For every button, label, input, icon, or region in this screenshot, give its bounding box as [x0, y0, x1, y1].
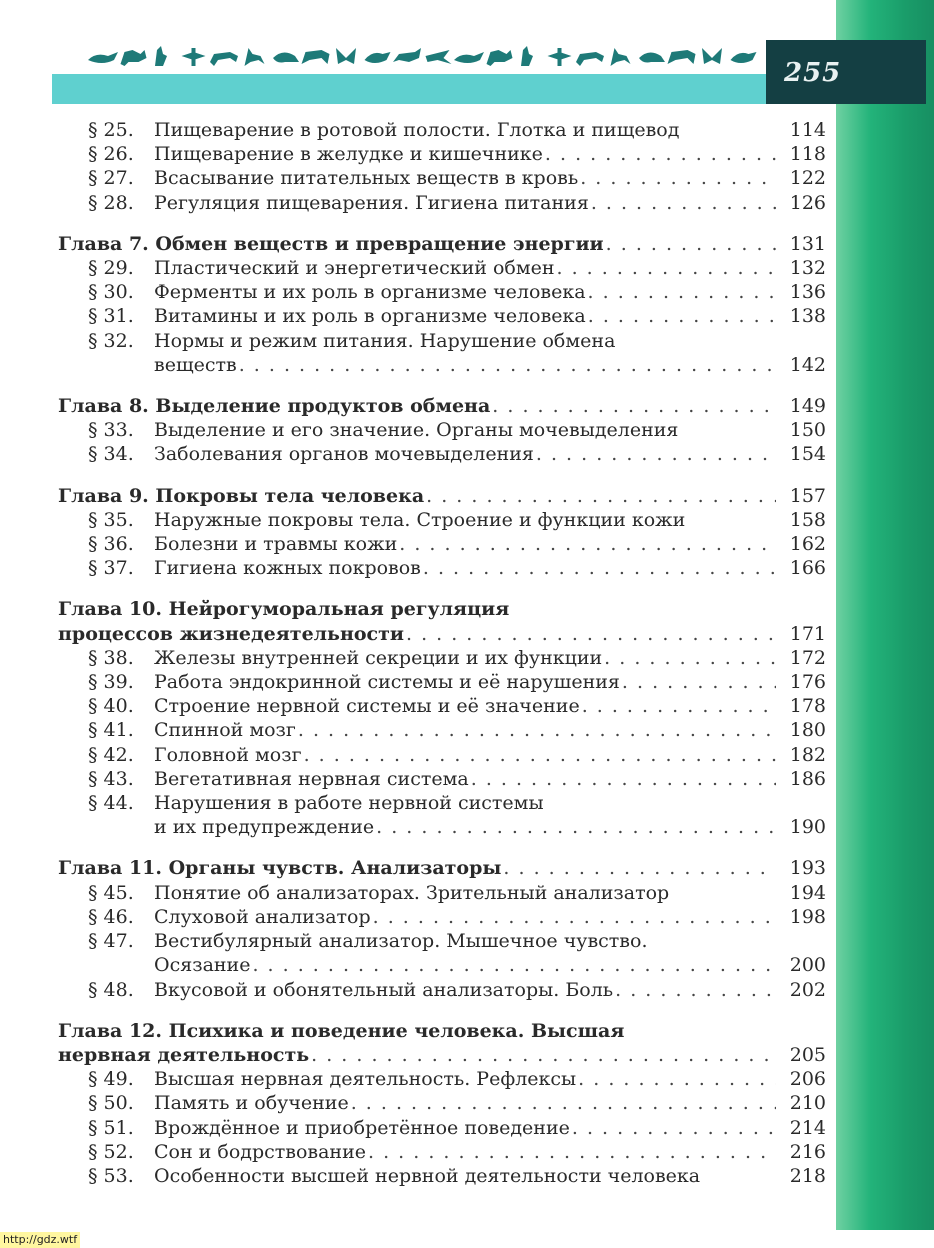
- entry-text: Особенности высшей нервной деятельности человека: [154, 1164, 701, 1187]
- leader-dots: [298, 718, 776, 742]
- leader-dots: [503, 856, 776, 880]
- toc-section-row[interactable]: [58, 815, 826, 839]
- toc-page-number: 216: [789, 1140, 826, 1163]
- entry-text: Работа эндокринной системы и её нарушения: [154, 671, 620, 694]
- toc-entry-title: [88, 508, 685, 532]
- toc-page-number: 162: [789, 533, 826, 556]
- section-number: § 28.: [88, 191, 134, 214]
- section-number: § 52.: [88, 1140, 134, 1163]
- toc-section-row[interactable]: [58, 767, 826, 791]
- toc-section-row[interactable]: [58, 743, 826, 767]
- toc-section-row[interactable]: [58, 142, 826, 166]
- leader-dots: [578, 1067, 776, 1091]
- entry-text: Болезни и травмы кожи: [154, 533, 398, 556]
- animal-silhouette-icon: [273, 52, 299, 62]
- entry-text: и их предупреждение: [154, 816, 375, 839]
- leader-dots: [588, 304, 776, 328]
- toc-entry-title: [88, 1116, 570, 1140]
- toc-section-row[interactable]: [58, 418, 826, 442]
- section-number: § 25.: [88, 119, 134, 141]
- entry-text: Нормы и режим питания. Нарушение обмена: [154, 329, 616, 352]
- leader-dots: [368, 1140, 776, 1164]
- entry-text: Пищеварение в желудке и кишечнике: [154, 143, 543, 166]
- toc-page-number: 142: [789, 353, 826, 376]
- animal-silhouette-icon: [88, 52, 118, 63]
- toc-chapter-row[interactable]: [58, 622, 826, 646]
- entry-text: Гигиена кожных покровов: [154, 557, 421, 580]
- leader-dots: [373, 905, 776, 929]
- toc-section-row[interactable]: [58, 929, 826, 953]
- toc-section-row[interactable]: [58, 191, 826, 215]
- leader-dots: [376, 815, 776, 839]
- section-number: § 49.: [88, 1068, 134, 1091]
- toc-page-number: 206: [789, 1068, 826, 1091]
- leader-dots: [591, 191, 776, 215]
- section-number: § 40.: [88, 695, 134, 718]
- side-color-strip: [836, 0, 934, 1230]
- toc-page-number: 166: [789, 557, 826, 580]
- toc-chapter-row[interactable]: [58, 484, 826, 508]
- animal-silhouette-icon: [487, 50, 513, 66]
- animal-silhouette-icon: [731, 52, 757, 63]
- section-number: § 44.: [88, 792, 134, 815]
- toc-page-number: 131: [789, 232, 826, 255]
- header-band: [52, 74, 838, 104]
- entry-text: Высшая нервная деятельность. Рефлексы: [154, 1068, 577, 1091]
- leader-dots: [252, 953, 776, 977]
- toc-entry-title: [88, 1067, 576, 1091]
- animal-silhouette-icon: [576, 52, 604, 66]
- section-number: § 41.: [88, 719, 134, 742]
- entry-text: Глава 9. Покровы тела человека: [58, 484, 425, 507]
- entry-text: Регуляция пищеварения. Гигиена питания: [154, 191, 589, 214]
- entry-text: Глава 10. Нейрогуморальная регуляция: [58, 598, 510, 621]
- toc-chapter-row[interactable]: [58, 232, 826, 256]
- entry-text: Наружные покровы тела. Строение и функции кожи: [154, 508, 686, 531]
- entry-text: Слуховой анализатор: [154, 905, 371, 928]
- leader-dots: [582, 694, 776, 718]
- toc-entry-title: [88, 670, 620, 694]
- entry-text: Глава 7. Обмен веществ и превращение энергии: [58, 232, 604, 255]
- entry-text: Пищеварение в ротовой полости. Глотка и пищевод: [154, 119, 680, 141]
- animal-silhouette-icon: [393, 48, 421, 62]
- entry-text: Заболевания органов мочевыделения: [154, 443, 534, 466]
- toc-page-number: 186: [789, 767, 826, 790]
- toc-section-row[interactable]: [58, 508, 826, 532]
- toc-entry-title: [88, 694, 580, 718]
- section-number: § 36.: [88, 533, 134, 556]
- section-number: § 42.: [88, 743, 134, 766]
- leader-dots: [239, 353, 776, 377]
- toc-section-row[interactable]: [58, 304, 826, 328]
- leader-dots: [311, 1043, 776, 1067]
- toc-section-row[interactable]: [58, 353, 826, 377]
- toc-entry-title: [88, 532, 397, 556]
- animal-silhouette-icon: [702, 48, 722, 64]
- leader-dots: [557, 256, 776, 280]
- toc-page-number: 193: [789, 857, 826, 880]
- toc-entry-title: [58, 1043, 309, 1067]
- toc-section-row[interactable]: [58, 329, 826, 353]
- section-number: § 50.: [88, 1092, 134, 1115]
- watermark-link[interactable]: http://gdz.wtf: [0, 1232, 80, 1248]
- toc-section-row[interactable]: [58, 532, 826, 556]
- animal-silhouette-icon: [182, 48, 206, 66]
- entry-text: Пластический и энергетический обмен: [154, 257, 555, 280]
- section-number: § 30.: [88, 281, 134, 304]
- toc-page-number: 150: [789, 419, 826, 442]
- toc-page-number: 214: [789, 1116, 826, 1139]
- entry-text: Понятие об анализаторах. Зрительный анализатор: [154, 881, 670, 904]
- toc-section-row[interactable]: [58, 953, 826, 977]
- toc-entry-title: [88, 118, 679, 142]
- toc-page-number: 138: [789, 305, 826, 328]
- section-number: § 34.: [88, 443, 134, 466]
- toc-entry-title: [88, 1091, 349, 1115]
- toc-entry-title: [88, 556, 421, 580]
- animal-silhouettes-decoration: [88, 44, 764, 70]
- entry-text: Вестибулярный анализатор. Мышечное чувство.: [154, 930, 648, 953]
- toc-section-row[interactable]: [58, 881, 826, 905]
- toc-page-number: 157: [789, 484, 826, 507]
- toc-section-row[interactable]: [58, 118, 826, 142]
- toc-entry-title: [154, 815, 374, 839]
- toc-entry-title: [88, 791, 544, 815]
- animal-silhouette-icon: [521, 46, 533, 66]
- toc-entry-title: [58, 597, 509, 621]
- leader-dots: [615, 978, 776, 1002]
- animal-silhouette-icon: [365, 52, 391, 63]
- animal-silhouette-icon: [210, 52, 238, 66]
- entry-text: Всасывание питательных веществ в кровь: [154, 167, 579, 190]
- entry-text: Глава 11. Органы чувств. Анализаторы: [58, 857, 502, 880]
- toc-entry-title: [88, 442, 534, 466]
- section-number: § 39.: [88, 671, 134, 694]
- page-number: 255: [784, 58, 842, 88]
- section-number: § 29.: [88, 257, 134, 280]
- leader-dots: [471, 767, 776, 791]
- toc-page-number: 205: [789, 1043, 826, 1066]
- toc-section-row[interactable]: [58, 1067, 826, 1091]
- leader-dots: [622, 670, 776, 694]
- toc-entry-title: [88, 191, 589, 215]
- toc-section-row[interactable]: [58, 256, 826, 280]
- section-number: § 27.: [88, 167, 134, 190]
- toc-section-row[interactable]: [58, 791, 826, 815]
- entry-text: Память и обучение: [154, 1092, 349, 1115]
- toc-entry-title: [88, 743, 302, 767]
- section-number: § 35.: [88, 508, 134, 531]
- animal-silhouette-icon: [245, 48, 265, 66]
- toc-section-row[interactable]: [58, 166, 826, 190]
- toc-page-number: 176: [789, 671, 826, 694]
- toc-page-number: 178: [789, 695, 826, 718]
- toc-entry-title: [154, 353, 237, 377]
- toc-section-row[interactable]: [58, 280, 826, 304]
- toc-section-row[interactable]: [58, 694, 826, 718]
- entry-text: Витамины и их роль в организме человека: [154, 305, 586, 328]
- leader-dots: [604, 646, 776, 670]
- toc-section-row[interactable]: [58, 1140, 826, 1164]
- toc-page-number: 172: [789, 646, 826, 669]
- animal-silhouette-icon: [611, 48, 631, 66]
- entry-text: Спинной мозг: [154, 719, 296, 742]
- toc-entry-title: [88, 418, 678, 442]
- toc-chapter-row[interactable]: [58, 1043, 826, 1067]
- section-number: § 51.: [88, 1116, 134, 1139]
- section-number: § 48.: [88, 978, 134, 1001]
- toc-entry-title: [58, 622, 404, 646]
- section-number: § 33.: [88, 419, 134, 442]
- animal-silhouette-icon: [639, 52, 665, 62]
- toc-page-number: 202: [789, 978, 826, 1001]
- section-number: § 31.: [88, 305, 134, 328]
- section-number: § 43.: [88, 767, 134, 790]
- leader-dots: [606, 232, 776, 256]
- toc-entry-title: [88, 329, 615, 353]
- section-number: § 37.: [88, 557, 134, 580]
- leader-dots: [426, 484, 776, 508]
- toc-section-row[interactable]: [58, 670, 826, 694]
- animal-silhouette-icon: [155, 46, 167, 66]
- leader-dots: [351, 1091, 776, 1115]
- toc-entry-title: [88, 1140, 366, 1164]
- toc-entry-title: [88, 718, 296, 742]
- toc-section-row[interactable]: [58, 905, 826, 929]
- entry-text: Головной мозг: [154, 743, 302, 766]
- toc-page-number: 182: [789, 743, 826, 766]
- toc-entry-title: [58, 856, 501, 880]
- toc-page-number: 149: [789, 395, 826, 418]
- entry-text: веществ: [154, 353, 237, 376]
- toc-section-row[interactable]: [58, 718, 826, 742]
- entry-text: Ферменты и их роль в организме человека: [154, 281, 586, 304]
- toc-entry-title: [88, 881, 669, 905]
- toc-entry-title: [88, 767, 469, 791]
- leader-dots: [588, 280, 776, 304]
- toc-entry-title: [88, 1164, 700, 1188]
- section-number: § 32.: [88, 329, 134, 352]
- entry-text: Железы внутренней секреции и их функции: [154, 646, 603, 669]
- toc-section-row[interactable]: [58, 556, 826, 580]
- animal-silhouette-icon: [454, 52, 484, 63]
- section-number: § 38.: [88, 646, 134, 669]
- animal-silhouette-icon: [548, 48, 572, 66]
- toc-page-number: 154: [789, 443, 826, 466]
- entry-text: Вегетативная нервная система: [154, 767, 469, 790]
- toc-page-number: 126: [789, 191, 826, 214]
- toc-page-number: 114: [789, 119, 826, 141]
- toc-page-number: 118: [789, 143, 826, 166]
- toc-section-row[interactable]: [58, 646, 826, 670]
- toc-chapter-row[interactable]: [58, 394, 826, 418]
- toc-entry-title: [88, 280, 586, 304]
- toc-section-row[interactable]: [58, 1091, 826, 1115]
- leader-dots: [536, 442, 776, 466]
- table-of-contents: [58, 118, 826, 1188]
- section-number: § 47.: [88, 930, 134, 953]
- leader-dots: [399, 532, 776, 556]
- leader-dots: [572, 1116, 776, 1140]
- toc-page-number: 180: [789, 719, 826, 742]
- section-number: § 53.: [88, 1164, 134, 1187]
- toc-page-number: 210: [789, 1092, 826, 1115]
- entry-text: Строение нервной системы и её значение: [154, 695, 580, 718]
- animal-silhouette-icon: [668, 50, 696, 64]
- entry-text: Глава 12. Психика и поведение человека. Высшая: [58, 1019, 625, 1042]
- animal-silhouette-icon: [426, 50, 452, 64]
- toc-section-row[interactable]: [58, 442, 826, 466]
- toc-page-number: 200: [789, 954, 826, 977]
- entry-text: процессов жизнедеятельности: [58, 622, 404, 645]
- toc-entry-title: [88, 646, 602, 670]
- toc-page-number: 218: [789, 1164, 826, 1187]
- toc-entry-title: [88, 929, 647, 953]
- toc-entry-title: [58, 394, 490, 418]
- entry-text: Нарушения в работе нервной системы: [154, 792, 544, 815]
- leader-dots: [580, 166, 776, 190]
- leader-dots: [545, 142, 776, 166]
- toc-chapter-row[interactable]: [58, 597, 826, 621]
- leader-dots: [492, 394, 776, 418]
- section-number: § 26.: [88, 143, 134, 166]
- toc-entry-title: [154, 953, 250, 977]
- toc-entry-title: [58, 232, 604, 256]
- animal-silhouette-icon: [121, 50, 147, 66]
- entry-text: Вкусовой и обонятельный анализаторы. Боль: [154, 978, 614, 1001]
- toc-chapter-row[interactable]: [58, 856, 826, 880]
- leader-dots: [304, 743, 776, 767]
- entry-text: Глава 8. Выделение продуктов обмена: [58, 395, 491, 418]
- toc-page-number: 132: [789, 257, 826, 280]
- toc-entry-title: [88, 166, 578, 190]
- toc-entry-title: [88, 256, 555, 280]
- toc-page-number: 136: [789, 281, 826, 304]
- toc-entry-title: [58, 484, 424, 508]
- toc-section-row[interactable]: [58, 1164, 826, 1188]
- toc-entry-title: [58, 1019, 624, 1043]
- toc-page-number: 190: [789, 816, 826, 839]
- toc-page-number: 194: [789, 881, 826, 904]
- toc-entry-title: [88, 142, 543, 166]
- entry-text: Врождённое и приобретённое поведение: [154, 1116, 570, 1139]
- entry-text: нервная деятельность: [58, 1043, 310, 1066]
- toc-page-number: 171: [789, 622, 826, 645]
- toc-entry-title: [88, 304, 586, 328]
- toc-page-number: 198: [789, 905, 826, 928]
- section-number: § 46.: [88, 905, 134, 928]
- section-number: § 45.: [88, 881, 134, 904]
- toc-chapter-row[interactable]: [58, 1019, 826, 1043]
- toc-page-number: 122: [789, 167, 826, 190]
- entry-text: Выделение и его значение. Органы мочевыделения: [154, 419, 679, 442]
- animal-silhouette-icon: [302, 50, 330, 64]
- toc-entry-title: [88, 978, 613, 1002]
- toc-section-row[interactable]: [58, 1116, 826, 1140]
- toc-section-row[interactable]: [58, 978, 826, 1002]
- toc-entry-title: [88, 905, 371, 929]
- entry-text: Осязание: [154, 954, 251, 977]
- toc-page-number: 158: [789, 508, 826, 531]
- leader-dots: [423, 556, 776, 580]
- animal-silhouette-icon: [336, 48, 356, 64]
- leader-dots: [406, 622, 776, 646]
- entry-text: Сон и бодрствование: [154, 1140, 367, 1163]
